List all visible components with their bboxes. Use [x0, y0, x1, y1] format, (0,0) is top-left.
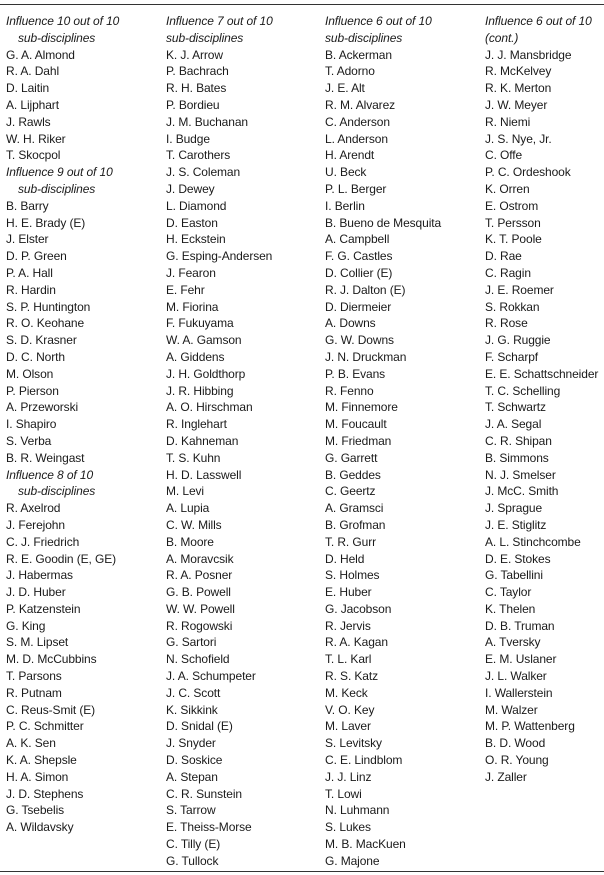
author-name: B. R. Weingast: [6, 450, 85, 465]
author-name: B. Ackerman: [325, 47, 392, 62]
author-name: V. O. Key: [325, 702, 375, 717]
author-name: R. A. Kagan: [325, 635, 388, 650]
author-name: M. Friedman: [325, 433, 392, 448]
author-name: R. McKelvey: [485, 64, 552, 79]
author-name: E. Fehr: [166, 282, 205, 297]
author-name: G. Jacobson: [325, 601, 392, 616]
author-name: S. Verba: [6, 433, 52, 448]
author-name: C. E. Lindblom: [325, 753, 403, 768]
author-name: A. Lupia: [166, 501, 210, 516]
author-name: J. Ferejohn: [6, 517, 65, 532]
author-name: K. Thelen: [485, 601, 536, 616]
author-name: D. Kahneman: [166, 433, 239, 448]
author-name: G. Sartori: [166, 635, 217, 650]
author-name: C. Geertz: [325, 484, 376, 499]
author-name: H. Arendt: [325, 148, 375, 163]
author-name: J. Habermas: [6, 568, 73, 583]
author-name: S. Lukes: [325, 820, 371, 835]
bottom-rule: [0, 871, 604, 872]
author-name: C. Taylor: [485, 585, 532, 600]
author-name: T. S. Kuhn: [166, 450, 221, 465]
author-name: B. Simmons: [485, 450, 549, 465]
author-name: A. Tversky: [485, 635, 541, 650]
author-name: G. Tsebelis: [6, 803, 65, 818]
author-name: P. Bordieu: [166, 97, 220, 112]
author-name: C. R. Sunstein: [166, 786, 242, 801]
author-name: S. Rokkan: [485, 299, 540, 314]
author-name: R. M. Alvarez: [325, 97, 396, 112]
author-name: T. C. Schelling: [485, 383, 561, 398]
author-name: G. W. Downs: [325, 333, 394, 348]
author-name: P. C. Schmitter: [6, 719, 84, 734]
author-name: R. Rogowski: [166, 618, 233, 633]
author-name: B. Geddes: [325, 467, 381, 482]
author-name: R. Hardin: [6, 282, 56, 297]
author-name: R. E. Goodin (E, GE): [6, 551, 117, 566]
group-heading: Influence 6 out of 10: [485, 14, 592, 28]
author-name: M. Keck: [325, 685, 368, 700]
author-name: C. Offe: [485, 148, 523, 163]
author-name: D. Held: [325, 551, 365, 566]
author-name: G. Majone: [325, 853, 380, 868]
author-name: J. G. Ruggie: [485, 333, 551, 348]
group-heading: sub-disciplines: [166, 30, 244, 45]
author-name: D. E. Stokes: [485, 551, 551, 566]
author-name: M. Olson: [6, 366, 54, 381]
author-name: D. Collier (E): [325, 265, 393, 280]
author-name: M. D. McCubbins: [6, 652, 97, 667]
author-name: J. W. Meyer: [485, 97, 548, 112]
author-name: T. Carothers: [166, 148, 231, 163]
author-name: J. S. Nye, Jr.: [485, 131, 552, 146]
author-name: D. P. Green: [6, 249, 67, 264]
author-name: G. Esping-Andersen: [166, 249, 273, 264]
author-name: M. Foucault: [325, 417, 387, 432]
column-2: [166, 13, 318, 870]
author-name: R. K. Merton: [485, 81, 552, 96]
top-rule: [0, 4, 604, 5]
author-name: I. Wallerstein: [485, 685, 553, 700]
author-name: D. Rae: [485, 249, 522, 264]
author-name: J. Dewey: [166, 181, 215, 196]
author-name: A. Przeworski: [6, 400, 79, 415]
author-name: B. Grofman: [325, 517, 386, 532]
author-name: J. Fearon: [166, 265, 216, 280]
author-name: C. J. Friedrich: [6, 534, 80, 549]
author-name: I. Shapiro: [6, 417, 57, 432]
author-name: J. R. Hibbing: [166, 383, 234, 398]
author-name: R. O. Keohane: [6, 316, 85, 331]
author-name: R. Putnam: [6, 685, 62, 700]
group-heading: sub-disciplines: [18, 181, 96, 196]
author-name: K. A. Shepsle: [6, 753, 77, 768]
author-name: P. A. Hall: [6, 265, 53, 280]
author-name: L. Anderson: [325, 131, 388, 146]
group-heading: sub-disciplines: [325, 30, 403, 45]
author-name: G. A. Almond: [6, 47, 75, 62]
group-heading: Influence 6 out of 10: [325, 14, 432, 28]
author-name: I. Budge: [166, 131, 210, 146]
author-name: N. J. Smelser: [485, 467, 556, 482]
author-name: A. Downs: [325, 316, 376, 331]
author-name: C. Tilly (E): [166, 837, 221, 852]
author-name: A. Giddens: [166, 349, 225, 364]
author-name: R. Inglehart: [166, 417, 227, 432]
author-name: A. Moravcsik: [166, 551, 234, 566]
author-name: G. Tabellini: [485, 568, 543, 583]
author-name: J. Rawls: [6, 114, 51, 129]
column-4: [485, 13, 604, 786]
column-3: [325, 13, 477, 870]
author-name: R. H. Bates: [166, 81, 227, 96]
author-name: J. Sprague: [485, 501, 543, 516]
author-name: J. L. Walker: [485, 669, 547, 684]
author-name: M. B. MacKuen: [325, 837, 406, 852]
author-name: D. Easton: [166, 215, 218, 230]
author-name: D. Snidal (E): [166, 719, 233, 734]
author-name: C. Reus-Smit (E): [6, 702, 96, 717]
author-name: D. C. North: [6, 349, 65, 364]
group-heading: Influence 10 out of 10: [6, 14, 120, 28]
author-name: J. J. Mansbridge: [485, 47, 572, 62]
author-name: P. B. Evans: [325, 366, 386, 381]
author-name: M. Finnemore: [325, 400, 398, 415]
author-name: H. D. Lasswell: [166, 467, 242, 482]
author-name: J. D. Huber: [6, 585, 66, 600]
author-name: E. Theiss-Morse: [166, 820, 252, 835]
author-name: C. Ragin: [485, 265, 531, 280]
author-name: O. R. Young: [485, 753, 549, 768]
author-name: B. Bueno de Mesquita: [325, 215, 442, 230]
group-heading: (cont.): [485, 30, 519, 45]
author-name: N. Schofield: [166, 652, 230, 667]
author-name: J. A. Schumpeter: [166, 669, 256, 684]
author-name: R. Jervis: [325, 618, 371, 633]
author-name: F. Fukuyama: [166, 316, 234, 331]
author-name: G. Garrett: [325, 450, 378, 465]
author-name: E. Ostrom: [485, 198, 539, 213]
author-name: F. Scharpf: [485, 349, 539, 364]
author-name: J. E. Roemer: [485, 282, 554, 297]
author-name: A. Lijphart: [6, 97, 59, 112]
author-name: R. Fenno: [325, 383, 374, 398]
author-name: M. Walzer: [485, 702, 538, 717]
author-name: H. A. Simon: [6, 769, 69, 784]
author-name: W. H. Riker: [6, 131, 66, 146]
author-name: N. Luhmann: [325, 803, 390, 818]
author-name: J. M. Buchanan: [166, 114, 248, 129]
author-name: F. G. Castles: [325, 249, 393, 264]
group-heading: sub-disciplines: [18, 30, 96, 45]
author-name: A. K. Sen: [6, 736, 56, 751]
author-name: J. D. Stephens: [6, 786, 84, 801]
group-heading: Influence 7 out of 10: [166, 14, 273, 28]
author-name: R. S. Katz: [325, 669, 379, 684]
author-name: P. Katzenstein: [6, 601, 81, 616]
group-heading: sub-disciplines: [18, 484, 96, 499]
group-heading: Influence 8 of 10: [6, 467, 94, 482]
author-name: U. Beck: [325, 165, 367, 180]
author-name: J. E. Alt: [325, 81, 365, 96]
author-name: G. B. Powell: [166, 585, 231, 600]
author-name: E. M. Uslaner: [485, 652, 557, 667]
author-name: P. L. Berger: [325, 181, 387, 196]
author-name: P. Bachrach: [166, 64, 229, 79]
author-name: R. Rose: [485, 316, 528, 331]
author-name: I. Berlin: [325, 198, 365, 213]
author-name: T. Schwartz: [485, 400, 546, 415]
author-name: W. A. Gamson: [166, 333, 242, 348]
author-name: R. A. Dahl: [6, 64, 60, 79]
author-name: J. McC. Smith: [485, 484, 559, 499]
author-name: W. W. Powell: [166, 601, 235, 616]
author-name: H. E. Brady (E): [6, 215, 86, 230]
author-name: M. Laver: [325, 719, 371, 734]
author-name: A. Wildavsky: [6, 820, 74, 835]
author-name: S. D. Krasner: [6, 333, 77, 348]
author-name: A. Stepan: [166, 769, 218, 784]
author-name: B. Barry: [6, 198, 49, 213]
author-name: S. Holmes: [325, 568, 380, 583]
author-name: P. Pierson: [6, 383, 59, 398]
author-name: M. Levi: [166, 484, 204, 499]
author-name: C. R. Shipan: [485, 433, 552, 448]
author-name: T. L. Karl: [325, 652, 372, 667]
author-name: T. Skocpol: [6, 148, 61, 163]
author-name: L. Diamond: [166, 198, 227, 213]
author-name: J. Elster: [6, 232, 49, 247]
author-name: J. J. Linz: [325, 769, 372, 784]
author-name: J. H. Goldthorp: [166, 366, 246, 381]
author-name: K. J. Arrow: [166, 47, 223, 62]
author-name: T. Lowi: [325, 786, 362, 801]
author-name: D. B. Truman: [485, 618, 555, 633]
author-name: J. N. Druckman: [325, 349, 407, 364]
author-name: A. Gramsci: [325, 501, 384, 516]
column-1: [6, 13, 158, 836]
author-name: D. Laitin: [6, 81, 50, 96]
author-name: A. O. Hirschman: [166, 400, 253, 415]
author-name: K. Orren: [485, 181, 530, 196]
author-name: J. C. Scott: [166, 685, 221, 700]
author-name: G. King: [6, 618, 46, 633]
author-name: B. Moore: [166, 534, 214, 549]
author-name: J. Zaller: [485, 769, 527, 784]
author-name: C. Anderson: [325, 114, 390, 129]
author-name: A. Campbell: [325, 232, 390, 247]
author-name: R. J. Dalton (E): [325, 282, 406, 297]
author-name: M. Fiorina: [166, 299, 219, 314]
author-name: R. Axelrod: [6, 501, 61, 516]
author-name: K. Sikkink: [166, 702, 218, 717]
author-name: M. P. Wattenberg: [485, 719, 575, 734]
author-name: J. Snyder: [166, 736, 216, 751]
author-name: D. Soskice: [166, 753, 223, 768]
author-name: S. Tarrow: [166, 803, 216, 818]
author-name: J. E. Stiglitz: [485, 517, 547, 532]
author-name: A. L. Stinchcombe: [485, 534, 581, 549]
author-name: K. T. Poole: [485, 232, 542, 247]
author-name: S. P. Huntington: [6, 299, 91, 314]
author-name: D. Diermeier: [325, 299, 392, 314]
author-name: T. R. Gurr: [325, 534, 377, 549]
author-name: S. Levitsky: [325, 736, 382, 751]
author-name: S. M. Lipset: [6, 635, 69, 650]
author-name: R. A. Posner: [166, 568, 233, 583]
author-name: R. Niemi: [485, 114, 531, 129]
author-name: B. D. Wood: [485, 736, 546, 751]
author-name: P. C. Ordeshook: [485, 165, 571, 180]
author-name: T. Persson: [485, 215, 541, 230]
author-name: C. W. Mills: [166, 517, 222, 532]
author-name: H. Eckstein: [166, 232, 226, 247]
author-name: T. Adorno: [325, 64, 375, 79]
author-name: G. Tullock: [166, 853, 219, 868]
author-name: J. S. Coleman: [166, 165, 241, 180]
author-name: E. E. Schattschneider: [485, 366, 599, 381]
author-name: J. A. Segal: [485, 417, 542, 432]
group-heading: Influence 9 out of 10: [6, 165, 113, 180]
author-name: T. Parsons: [6, 669, 62, 684]
author-name: E. Huber: [325, 585, 372, 600]
